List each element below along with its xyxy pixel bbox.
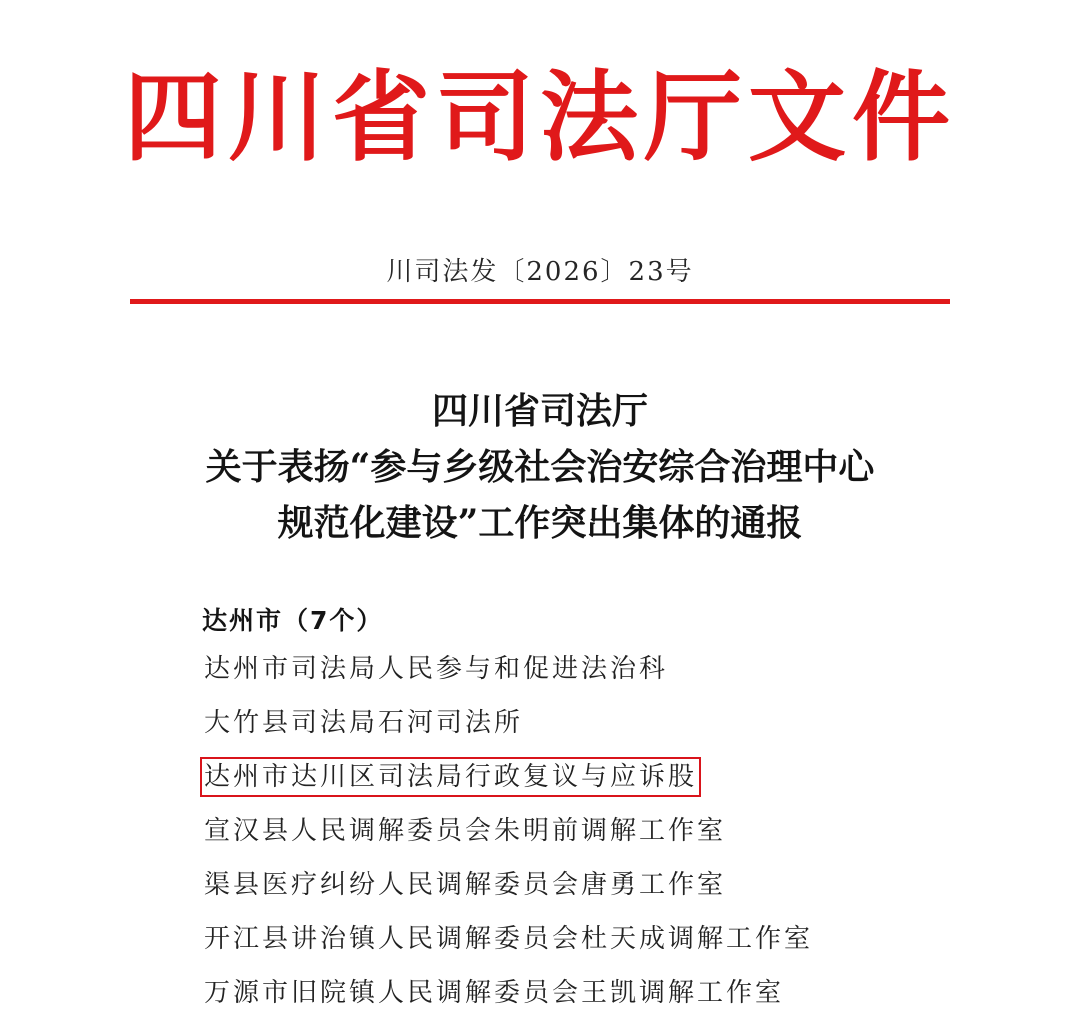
list-item-text: 宣汉县人民调解委员会朱明前调解工作室 xyxy=(204,816,727,846)
list-item-text: 渠县医疗纠纷人民调解委员会唐勇工作室 xyxy=(204,870,727,900)
list-item xyxy=(202,966,962,1020)
list-item-highlighted xyxy=(202,750,962,804)
highlight-box: 达州市达川区司法局行政复议与应诉股 xyxy=(200,757,701,797)
notice-title-line-1: 四川省司法厅 xyxy=(431,390,648,432)
region-heading: 达州市（7个） xyxy=(202,606,384,635)
document-issuer-header: 四川省司法厅文件 xyxy=(123,61,956,175)
list-item xyxy=(202,858,962,912)
list-item xyxy=(202,804,962,858)
list-item-text: 达州市司法局人民参与和促进法治科 xyxy=(204,654,669,684)
list-item-text: 开江县讲治镇人民调解委员会杜天成调解工作室 xyxy=(204,924,814,954)
list-item-text: 万源市旧院镇人民调解委员会王凯调解工作室 xyxy=(204,978,785,1008)
document-number: 川司法发〔2026〕23号 xyxy=(386,257,694,287)
notice-title-line-3: 规范化建设”工作突出集体的通报 xyxy=(277,502,803,544)
list-item xyxy=(202,642,962,696)
notice-title xyxy=(0,383,1080,551)
list-item-text: 大竹县司法局石河司法所 xyxy=(204,708,524,738)
list-item xyxy=(202,696,962,750)
notice-title-line-2: 关于表扬“参与乡级社会治安综合治理中心 xyxy=(205,446,875,488)
honoree-list xyxy=(202,600,962,1020)
list-item xyxy=(202,912,962,966)
header-divider xyxy=(130,299,950,304)
